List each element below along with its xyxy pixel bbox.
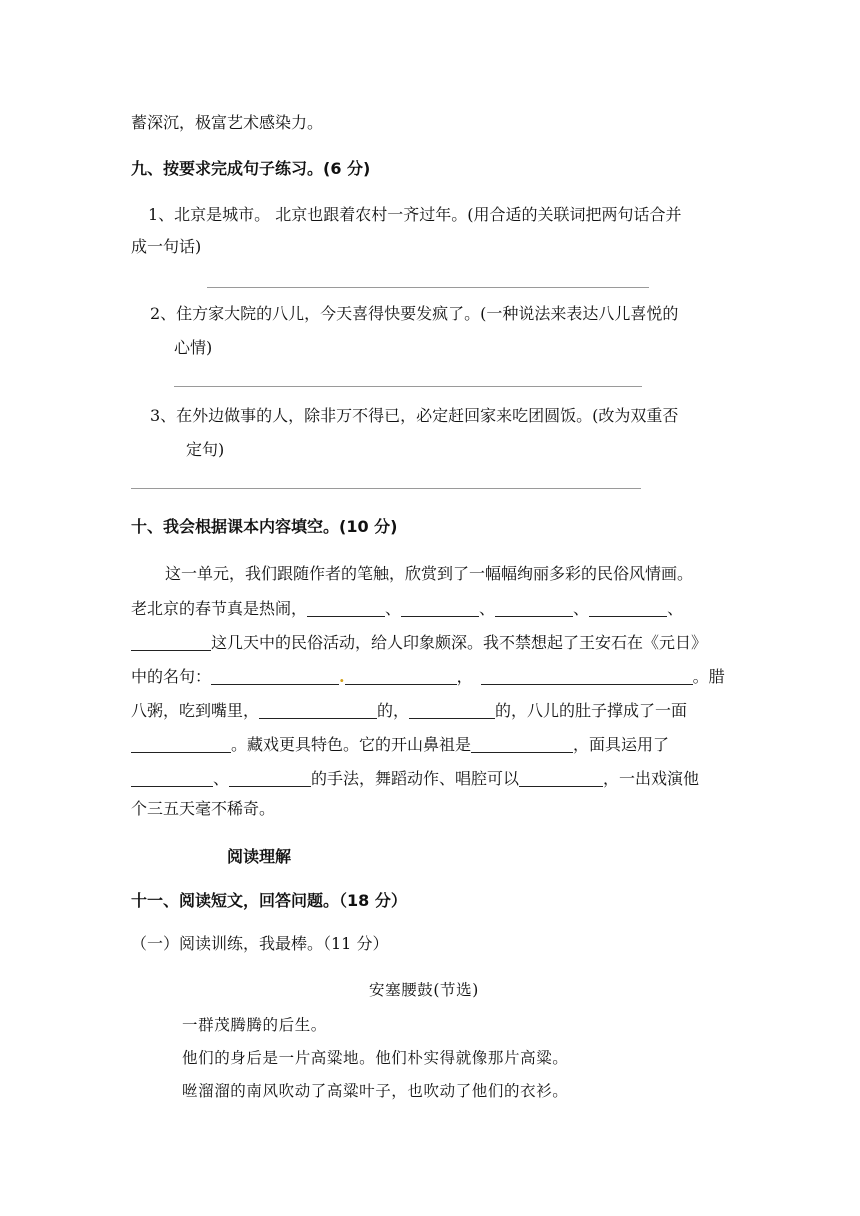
q3-line1: 3、在外边做事的人，除非万不得已，必定赶回家来吃团圆饭。(改为双重否	[150, 406, 679, 425]
blank-5[interactable]	[131, 634, 211, 651]
sep-dun: 、	[667, 599, 684, 618]
blank-3[interactable]	[495, 600, 573, 617]
blank-7[interactable]	[481, 668, 693, 685]
q3-line2: 定句)	[186, 440, 225, 459]
section-10-heading: 十、我会根据课本内容填空。(10 分)	[131, 517, 398, 536]
q1-line1: 1、北京是城市。 北京也跟着农村一齐过年。(用合适的关联词把两句话合并	[148, 205, 682, 224]
section-11-heading: 十一、阅读短文，回答问题。（18 分）	[131, 891, 407, 910]
q2-line1: 2、住方家大院的八儿，今天喜得快要发疯了。(一种说法来表达八儿喜悦的	[150, 304, 679, 323]
s10-para-line1: 这一单元，我们跟随作者的笔触，欣赏到了一幅幅绚丽多彩的民俗风情画。	[165, 564, 694, 583]
s10-text-play: ，一出戏演他	[603, 769, 700, 788]
s10-text-famous-line: 中的名句：	[131, 667, 212, 686]
blank-13[interactable]	[229, 770, 311, 787]
mark-dot: .	[339, 667, 345, 686]
s10-para-line7	[131, 768, 699, 790]
passage-line-3: 咝溜溜的南风吹动了高粱叶子，也吹动了他们的衣衫。	[182, 1082, 569, 1100]
q2-line2: 心情)	[174, 338, 213, 357]
blank-11[interactable]	[471, 736, 573, 753]
sep-dun: 、	[479, 599, 496, 618]
s10-para-line5	[131, 700, 687, 722]
s10-text-drum: 的，八儿的肚子撑成了一面	[495, 701, 688, 720]
s10-text-porridge: 八粥，吃到嘴里，	[131, 701, 260, 720]
blank-8[interactable]	[259, 702, 377, 719]
sep-dun: 、	[573, 599, 590, 618]
blank-2[interactable]	[401, 600, 479, 617]
blank-14[interactable]	[519, 770, 603, 787]
s10-text-dance: 的手法，舞蹈动作、唱腔可以	[311, 769, 520, 788]
section-9-heading: 九、按要求完成句子练习。(6 分)	[131, 159, 371, 178]
s10-text-tibetan-opera: 。藏戏更具特色。它的开山鼻祖是	[231, 735, 472, 754]
passage-line-1: 一群茂腾腾的后生。	[182, 1016, 327, 1034]
s10-text-la: 。腊	[692, 667, 725, 686]
blank-10[interactable]	[131, 736, 231, 753]
sep-dun: 、	[385, 599, 402, 618]
passage-title: 安塞腰鼓(节选)	[369, 981, 479, 999]
s10-para-line2	[131, 598, 683, 620]
s10-para-line8: 个三五天毫不稀奇。	[131, 799, 276, 818]
q1-answer-line[interactable]	[207, 287, 649, 288]
reading-subheading: （一）阅读训练，我最棒。（11 分）	[131, 934, 389, 953]
q1-line2: 成一句话)	[131, 237, 202, 256]
passage-line-2: 他们的身后是一片高粱地。他们朴实得就像那片高粱。	[182, 1049, 569, 1067]
carryover-text: 蓄深沉，极富艺术感染力。	[131, 113, 324, 132]
s10-text-yuanri: 这几天中的民俗活动，给人印象颇深。我不禁想起了王安石在《元日》	[211, 633, 708, 652]
q3-answer-line[interactable]	[131, 488, 641, 489]
s10-para-line6	[131, 734, 669, 756]
s10-para-line3	[131, 632, 707, 654]
sep-dun: 、	[213, 769, 230, 788]
s10-text-de: 的，	[377, 701, 410, 720]
s10-text-spring-festival: 老北京的春节真是热闹，	[131, 599, 308, 618]
blank-4[interactable]	[589, 600, 667, 617]
blank-6a[interactable]	[211, 668, 339, 685]
blank-1[interactable]	[307, 600, 385, 617]
sep-comma: ，	[456, 667, 473, 686]
reading-label: 阅读理解	[227, 847, 292, 866]
q2-answer-line[interactable]	[174, 386, 642, 387]
blank-12[interactable]	[131, 770, 213, 787]
s10-para-line4	[131, 666, 725, 688]
blank-9[interactable]	[409, 702, 495, 719]
s10-text-mask: ，面具运用了	[573, 735, 670, 754]
blank-6b[interactable]	[345, 668, 457, 685]
